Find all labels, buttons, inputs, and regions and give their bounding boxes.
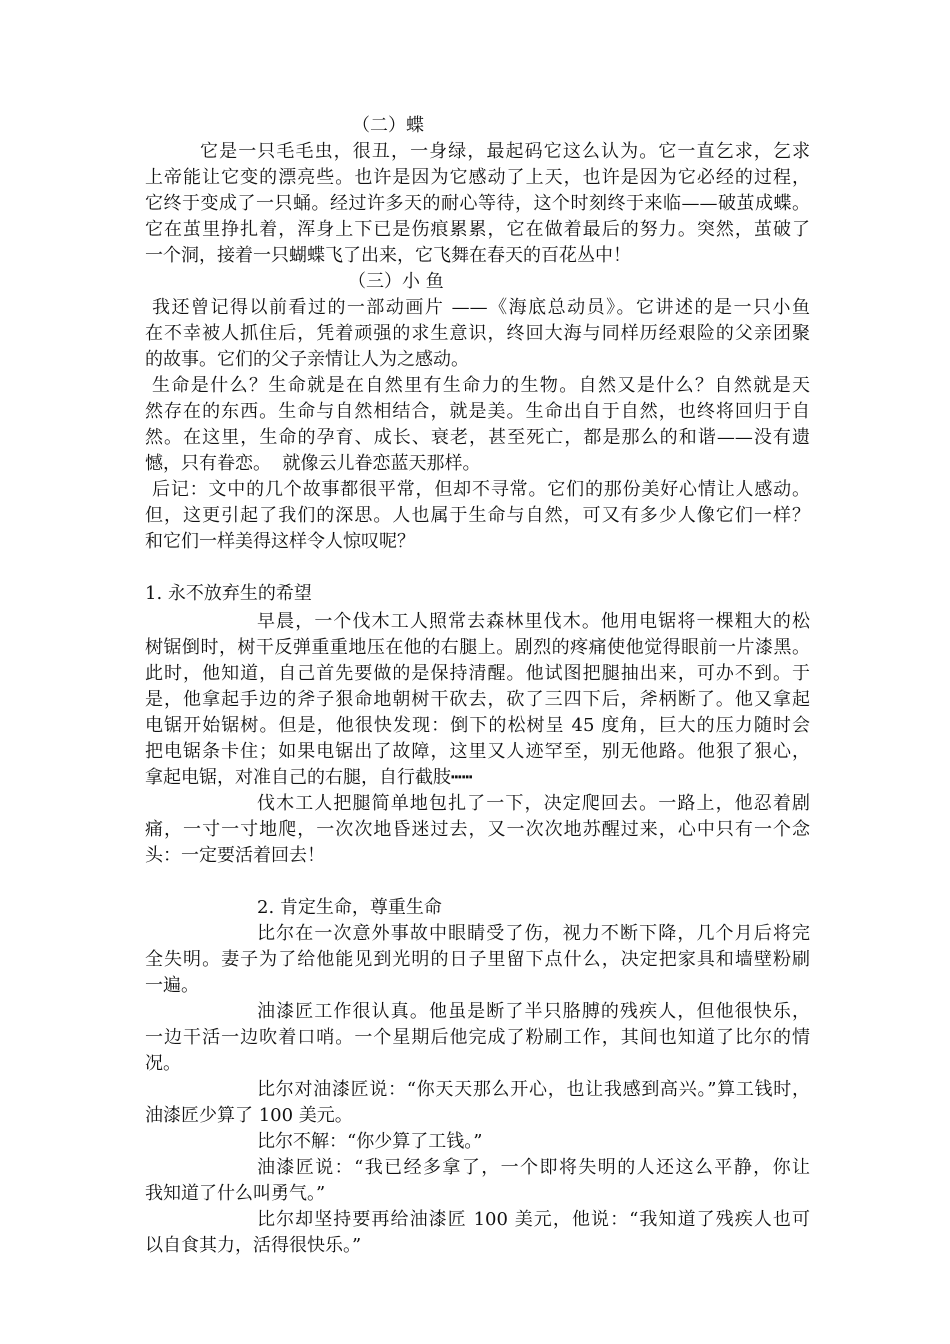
paragraph-line: 的故事。它们的父子亲情让人为之感动。 bbox=[145, 349, 469, 370]
paragraph-line: 然存在的东西。生命与自然相结合，就是美。生命出自于自然，也终将回归于自 bbox=[145, 401, 810, 422]
paragraph-line: 况。 bbox=[145, 1053, 181, 1074]
paragraph-line: 此时，他知道，自己首先要做的是保持清醒。他试图把腿抽出来，可办不到。于 bbox=[145, 663, 810, 684]
paragraph-line: 是，他拿起手边的斧子狠命地朝树干砍去，砍了三四下后，斧柄断了。他又拿起 bbox=[145, 689, 810, 710]
paragraph-line: 以自食其力，活得很快乐。” bbox=[145, 1235, 362, 1256]
paragraph-line: 全失明。妻子为了给他能见到光明的日子里留下点什么，决定把家具和墙壁粉刷 bbox=[145, 949, 810, 970]
paragraph-line: 但，这更引起了我们的深思。人也属于生命与自然，可又有多少人像它们一样？ bbox=[145, 505, 810, 526]
paragraph-line: 一遍。 bbox=[145, 975, 199, 996]
paragraph-line: 憾，只有眷恋。 就像云儿眷恋蓝天那样。 bbox=[145, 453, 481, 474]
section-heading-fish: （三）小 鱼 bbox=[348, 271, 444, 292]
paragraph-line: 电锯开始锯树。但是，他很快发现：倒下的松树呈 45 度角，巨大的压力随时会 bbox=[145, 715, 810, 736]
paragraph-line: 比尔不解：“你少算了工钱。” bbox=[257, 1131, 483, 1152]
paragraph-line: 它是一只毛毛虫，很丑，一身绿，最起码它这么认为。它一直乞求，乞求 bbox=[200, 141, 810, 162]
paragraph-line: 我还曾记得以前看过的一部动画片 ——《海底总动员》。它讲述的是一只小鱼 bbox=[152, 297, 810, 318]
paragraph-line: 它在茧里挣扎着，浑身上下已是伤痕累累，它在做着最后的努力。突然，茧破了 bbox=[145, 219, 810, 240]
paragraph-line: 伐木工人把腿简单地包扎了一下，决定爬回去。一路上，他忍着剧 bbox=[257, 793, 810, 814]
paragraph-line: 我知道了什么叫勇气。” bbox=[145, 1183, 326, 1204]
story-heading-2: 2. 肯定生命，尊重生命 bbox=[257, 897, 442, 918]
paragraph-line: 它终于变成了一只蛹。经过许多天的耐心等待，这个时刻终于来临——破茧成蝶。 bbox=[145, 193, 810, 214]
paragraph-line: 把电锯条卡住；如果电锯出了故障，这里又人迹罕至，别无他路。他狠了狠心， bbox=[145, 741, 810, 762]
paragraph-line: 在不幸被人抓住后，凭着顽强的求生意识，终回大海与同样历经艰险的父亲团聚 bbox=[145, 323, 810, 344]
paragraph-line: 树锯倒时，树干反弹重重地压在他的右腿上。剧烈的疼痛使他觉得眼前一片漆黑。 bbox=[145, 637, 810, 658]
paragraph-line: 油漆匠说：“我已经多拿了，一个即将失明的人还这么平静，你让 bbox=[257, 1157, 810, 1178]
paragraph-line: 痛，一寸一寸地爬，一次次地昏迷过去，又一次次地苏醒过来，心中只有一个念 bbox=[145, 819, 810, 840]
paragraph-line: 油漆匠工作很认真。他虽是断了半只胳膊的残疾人，但他很快乐， bbox=[257, 1001, 810, 1022]
paragraph-line: 比尔却坚持要再给油漆匠 100 美元，他说：“我知道了残疾人也可 bbox=[257, 1209, 810, 1230]
section-heading-butterfly: （二）蝶 bbox=[352, 115, 424, 136]
paragraph-line: 头：一定要活着回去！ bbox=[145, 845, 325, 866]
paragraph-line: 一边干活一边吹着口哨。一个星期后他完成了粉刷工作，其间也知道了比尔的情 bbox=[145, 1027, 810, 1048]
paragraph-line: 生命是什么？生命就是在自然里有生命力的生物。自然又是什么？自然就是天 bbox=[152, 375, 810, 396]
paragraph-line: 后记：文中的几个故事都很平常，但却不寻常。它们的那份美好心情让人感动。 bbox=[152, 479, 810, 500]
paragraph-line: 和它们一样美得这样令人惊叹呢？ bbox=[145, 531, 415, 552]
paragraph-line: 比尔在一次意外事故中眼睛受了伤，视力不断下降，几个月后将完 bbox=[257, 923, 810, 944]
story-heading-1: 1. 永不放弃生的希望 bbox=[145, 583, 312, 604]
paragraph-line: 拿起电锯，对准自己的右腿，自行截肢┅┅ bbox=[145, 767, 473, 788]
paragraph-line: 上帝能让它变的漂亮些。也许是因为它感动了上天，也许是因为它必经的过程， bbox=[145, 167, 810, 188]
paragraph-line: 然。在这里，生命的孕育、成长、衰老，甚至死亡，都是那么的和谐——没有遗 bbox=[145, 427, 810, 448]
paragraph-line: 一个洞，接着一只蝴蝶飞了出来，它飞舞在春天的百花丛中！ bbox=[145, 245, 631, 266]
paragraph-line: 比尔对油漆匠说：“你天天那么开心，也让我感到高兴。”算工钱时， bbox=[257, 1079, 810, 1100]
paragraph-line: 早晨，一个伐木工人照常去森林里伐木。他用电锯将一棵粗大的松 bbox=[257, 611, 810, 632]
paragraph-line: 油漆匠少算了 100 美元。 bbox=[145, 1105, 353, 1126]
